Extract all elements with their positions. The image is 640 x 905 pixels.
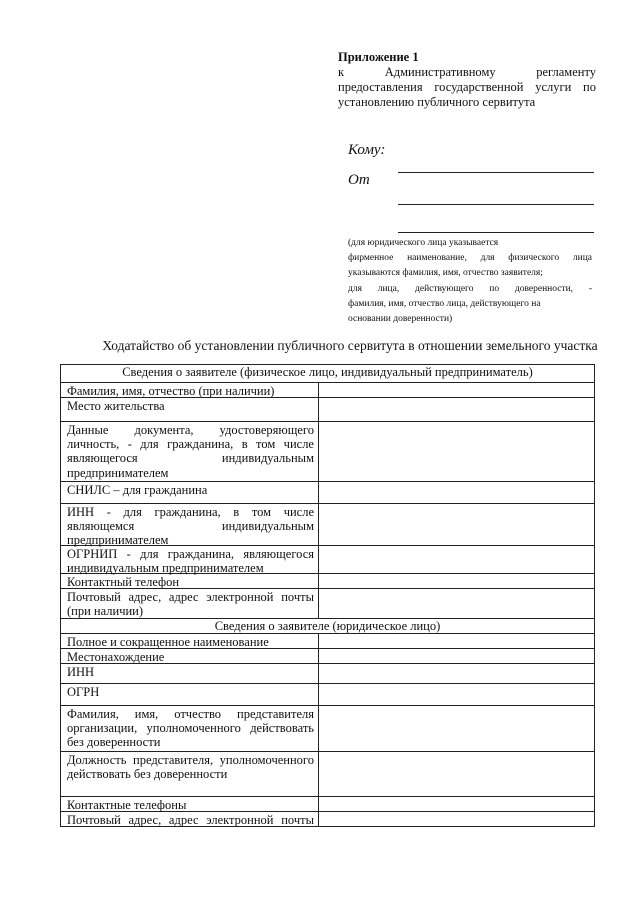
note-line-3: указываются фамилия, имя, отчество заявителя;	[348, 268, 543, 279]
row-value-phones[interactable]	[319, 797, 594, 811]
row-label-ogrnip: ОГРНИП - для гражданина, являющегося индивидуальным предпринимателем	[61, 546, 319, 573]
row-value-inn[interactable]	[319, 504, 594, 545]
row-value-fio[interactable]	[319, 383, 594, 397]
to-field-line[interactable]	[398, 172, 594, 173]
table-row	[61, 503, 594, 548]
table-row	[61, 481, 594, 503]
table-row	[61, 648, 594, 663]
note-line-6: основании доверенности)	[348, 314, 453, 325]
section-legal: Сведения о заявителе (юридическое лицо)	[61, 618, 594, 633]
table-row	[61, 545, 594, 576]
row-label-name: Полное и сокращенное наименование	[61, 634, 319, 648]
appendix-line-1: к Административному регламенту	[338, 65, 596, 79]
row-label-location: Местонахождение	[61, 649, 319, 663]
table-row	[61, 397, 594, 421]
row-label-snils: СНИЛС – для гражданина	[61, 482, 319, 503]
row-value-postal[interactable]	[319, 589, 594, 618]
table-row	[61, 382, 594, 397]
table-row	[61, 633, 594, 648]
petition-heading: Ходатайство об установлении публичного сервитута в отношении земельного участка	[102, 338, 598, 353]
row-value-phone[interactable]	[319, 574, 594, 588]
row-value-name[interactable]	[319, 634, 594, 648]
table-row	[61, 421, 594, 481]
row-label-id-document: Данные документа, удостоверяющего личность, - для гражданина, в том числе являющегося индивидуальным предпринимателем	[61, 422, 319, 481]
applicant-table	[60, 364, 595, 827]
row-value-legal-inn[interactable]	[319, 664, 594, 683]
section-individual: Сведения о заявителе (физическое лицо, индивидуальный предприниматель)	[122, 365, 533, 379]
from-label: От	[348, 172, 370, 188]
row-label-phones: Контактные телефоны	[61, 797, 319, 811]
row-label-inn: ИНН - для гражданина, в том числе являющемся индивидуальным предпринимателем	[61, 504, 319, 545]
row-label-representative: Фамилия, имя, отчество представителя организации, уполномоченного действовать без доверенности	[61, 706, 319, 751]
row-label-legal-inn: ИНН	[61, 664, 319, 683]
to-label: Кому:	[348, 142, 386, 158]
appendix-line-3: установлению публичного сервитута	[338, 95, 536, 109]
from-field-line-2[interactable]	[398, 232, 594, 233]
appendix-title: Приложение 1	[338, 50, 419, 64]
note-line-5: фамилия, имя, отчество лица, действующего на	[348, 298, 541, 309]
row-value-legal-postal[interactable]	[319, 812, 594, 826]
row-value-residence[interactable]	[319, 398, 594, 421]
table-row	[61, 705, 594, 751]
table-row	[61, 796, 594, 811]
table-row	[61, 811, 594, 826]
table-row	[61, 573, 594, 588]
appendix-line-2: предоставления государственной услуги по	[338, 80, 596, 94]
row-label-postal: Почтовый адрес, адрес электронной почты (при наличии)	[61, 589, 319, 618]
note-line-1: (для юридического лица указывается	[348, 238, 499, 248]
row-value-position[interactable]	[319, 752, 594, 796]
row-label-phone: Контактный телефон	[61, 574, 319, 588]
appendix-block	[338, 50, 596, 110]
row-value-representative[interactable]	[319, 706, 594, 751]
table-row	[61, 663, 594, 683]
row-label-legal-postal: Почтовый адрес, адрес электронной почты	[61, 812, 319, 826]
from-field-line[interactable]	[398, 204, 594, 205]
row-label-residence: Место жительства	[61, 398, 319, 421]
table-row	[61, 751, 594, 796]
row-label-fio: Фамилия, имя, отчество (при наличии)	[61, 383, 319, 397]
row-label-ogrn: ОГРН	[61, 684, 319, 705]
note-line-2: фирменное наименование, для физического лица	[348, 253, 592, 264]
note-line-4: для лица, действующего по доверенности, -	[348, 283, 592, 294]
row-value-location[interactable]	[319, 649, 594, 663]
row-value-ogrn[interactable]	[319, 684, 594, 705]
row-value-snils[interactable]	[319, 482, 594, 503]
row-value-ogrnip[interactable]	[319, 546, 594, 573]
table-row	[61, 588, 594, 618]
table-row	[61, 683, 594, 705]
applicant-note	[348, 236, 592, 327]
row-value-id-document[interactable]	[319, 422, 594, 481]
row-label-position: Должность представителя, уполномоченного действовать без доверенности	[61, 752, 319, 796]
